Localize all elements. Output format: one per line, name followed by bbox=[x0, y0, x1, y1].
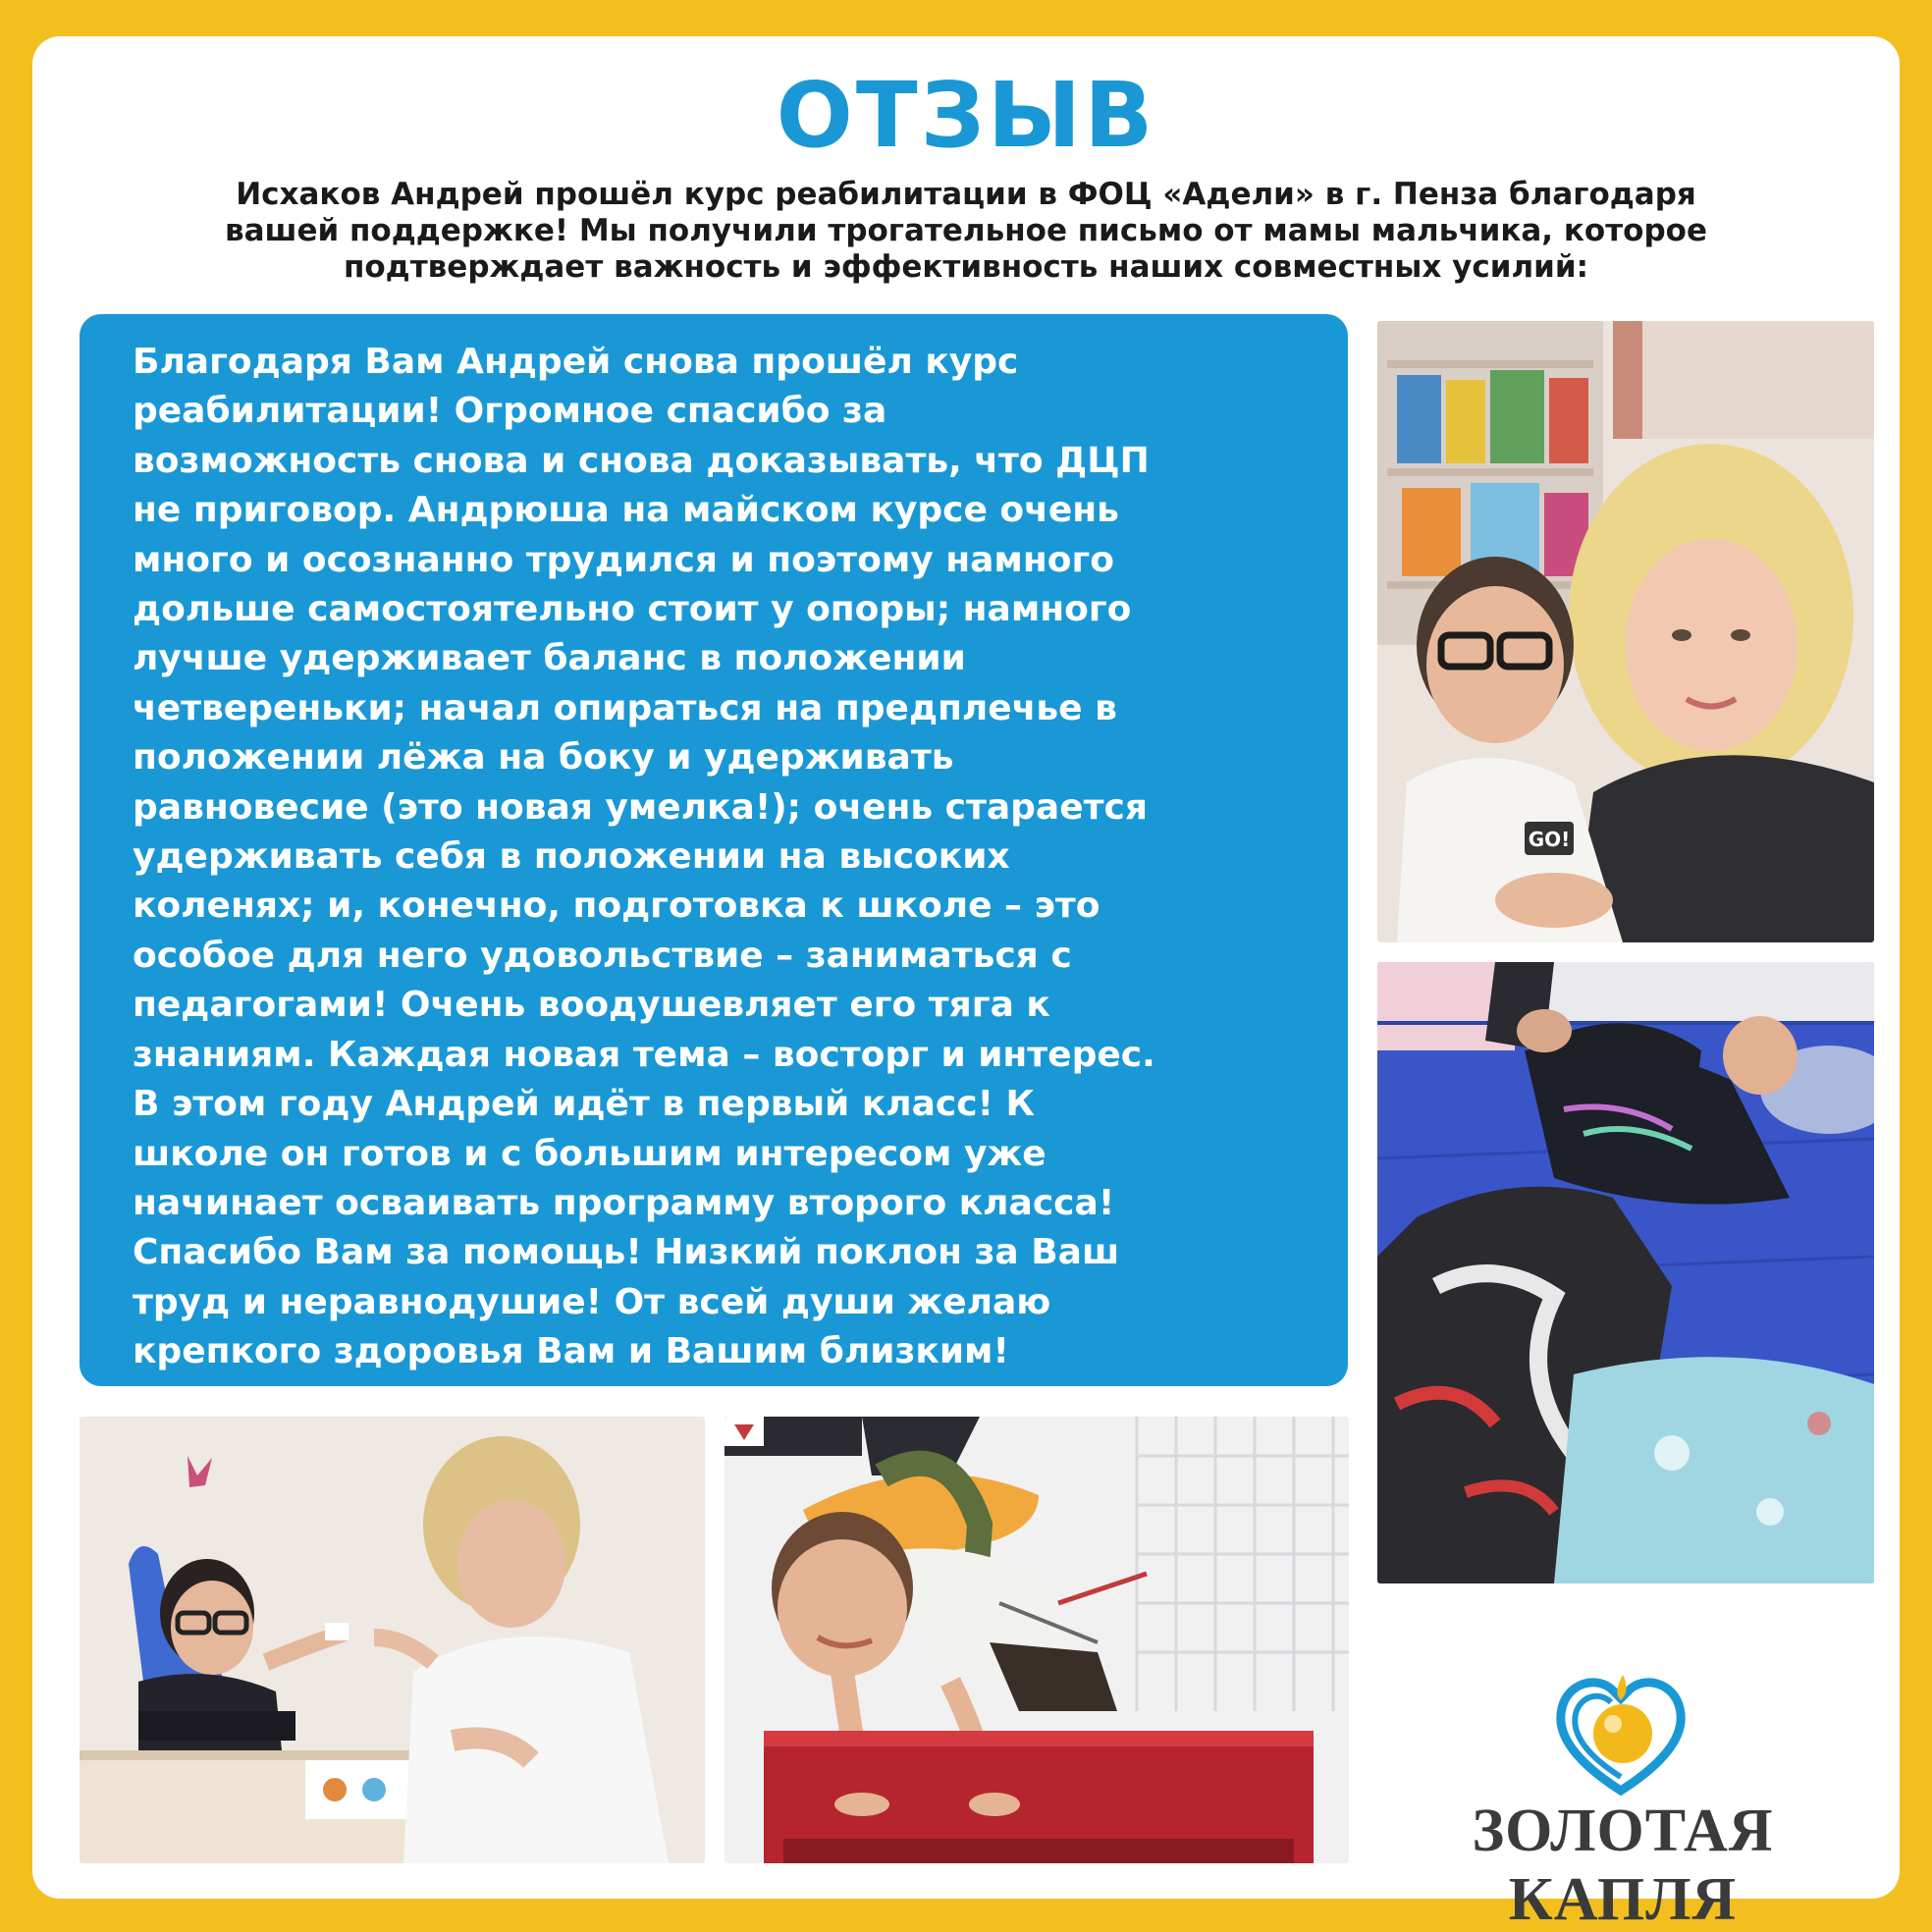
letter-line: положении лёжа на боку и удерживать bbox=[133, 737, 954, 778]
letter-line: В этом году Андрей идёт в первый класс! К bbox=[133, 1084, 1035, 1125]
letter-line: не приговор. Андрюша на майском курсе очень bbox=[133, 490, 1119, 531]
letter-line: педагогами! Очень воодушевляет его тяга к bbox=[133, 985, 1050, 1026]
photo-crawling-exercise bbox=[724, 1417, 1349, 1863]
letter-text bbox=[133, 338, 1340, 1377]
letter-line: четвереньки; начал опираться на предплечье в bbox=[133, 687, 1117, 728]
intro-line: Исхаков Андрей прошёл курс реабилитации в ФОЦ «Адели» в г. Пенза благодаря bbox=[236, 177, 1696, 212]
heart-drop-icon bbox=[1552, 1669, 1690, 1797]
letter-line: равновесие (это новая умелка!); очень старается bbox=[133, 786, 1148, 828]
letter-line: Благодаря Вам Андрей снова прошёл курс bbox=[133, 342, 1019, 382]
letter-line: знаниям. Каждая новая тема – восторг и интерес. bbox=[133, 1034, 1155, 1075]
brand-logo bbox=[1368, 1669, 1878, 1932]
letter-line: начинает осваивать программу второго класса! bbox=[133, 1182, 1115, 1223]
logo-text: ЗОЛОТАЯ КАПЛЯ bbox=[1472, 1798, 1774, 1932]
letter-line: много и осознанно трудился и поэтому намного bbox=[133, 539, 1114, 580]
letter-box bbox=[80, 314, 1348, 1386]
page-title: ОТЗЫВ bbox=[776, 63, 1156, 168]
tshirt-text: GO! bbox=[1528, 828, 1571, 851]
letter-line: крепкого здоровья Вам и Вашим близким! bbox=[133, 1331, 1009, 1372]
letter-line: коленях; и, конечно, подготовка к школе – это bbox=[133, 886, 1100, 927]
photo-mother-and-son bbox=[1377, 321, 1874, 942]
letter-line: лучше удерживает баланс в положении bbox=[133, 638, 966, 679]
intro-paragraph bbox=[88, 177, 1844, 286]
photo-therapy-mat bbox=[1377, 962, 1874, 1583]
letter-line: дольше самостоятельно стоит у опоры; намного bbox=[133, 589, 1132, 630]
letter-line: школе он готов и с большим интересом уже bbox=[133, 1133, 1046, 1174]
photo-lesson-with-teacher bbox=[80, 1417, 705, 1863]
letter-line: удерживать себя в положении на высоких bbox=[133, 836, 1010, 878]
letter-line: труд и неравнодушие! От всей души желаю bbox=[133, 1281, 1051, 1322]
intro-line: вашей поддержке! Мы получили трогательное письмо от мамы мальчика, которое bbox=[224, 213, 1707, 248]
letter-line: возможность снова и снова доказывать, что ДЦП bbox=[133, 440, 1150, 481]
letter-line: особое для него удовольствие – заниматься с bbox=[133, 935, 1072, 976]
intro-line: подтверждает важность и эффективность наших совместных усилий: bbox=[343, 249, 1589, 285]
letter-line: реабилитации! Огромное спасибо за bbox=[133, 391, 887, 432]
letter-line: Спасибо Вам за помощь! Низкий поклон за Ваш bbox=[133, 1232, 1120, 1273]
